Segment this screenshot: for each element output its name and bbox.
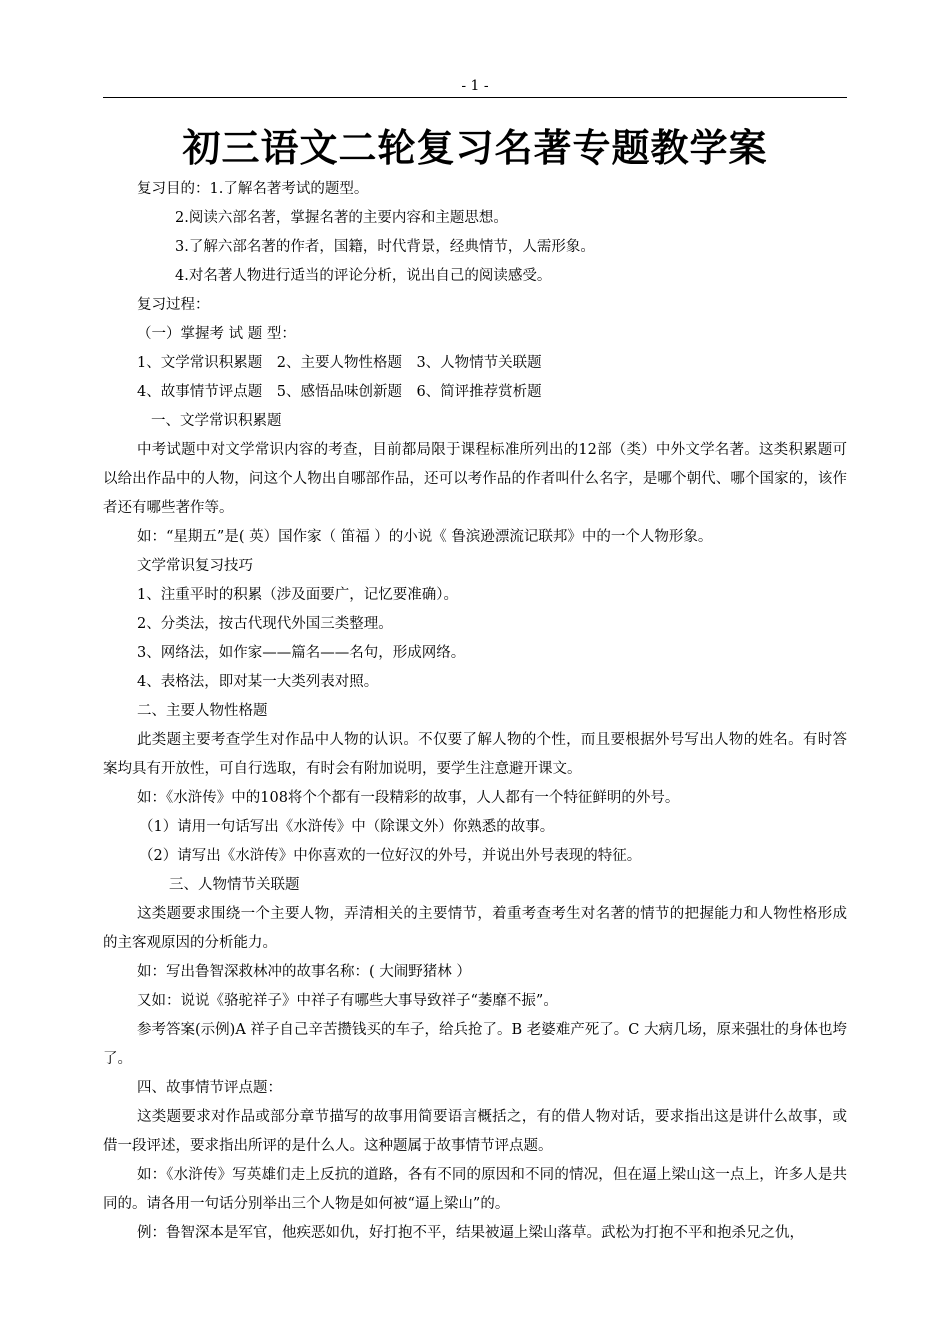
question-types-row-2: 4、故事情节评点题 5、感悟品味创新题 6、简评推荐赏析题 [137, 384, 542, 400]
objective-intro: 复习目的：1.了解名著考试的题型。 [137, 181, 369, 197]
tip-item: 2、分类法，按古代现代外国三类整理。 [137, 616, 393, 632]
objective-item-3: 3.了解六部名著的作者，国籍，时代背景，经典情节，人需形象。 [175, 239, 595, 255]
section-heading-2: 二、主要人物性格题 [137, 703, 268, 719]
paragraph: 这类题要求对作品或部分章节描写的故事用简要语言概括之，有的借人物对话，要求指出这是讲什么故事，或借一段评述，要求指出所评的是什么人。这种题属于故事情节评点题。 [103, 1109, 847, 1154]
paragraph: 此类题主要考查学生对作品中人物的认识。不仅要了解人物的个性，而且要根据外号写出人物的姓名。有时答案均具有开放性，可自行选取，有时会有附加说明，要学生注意避开课文。 [103, 732, 847, 777]
process-heading: 复习过程： [137, 297, 210, 313]
paragraph: 参考答案(示例)A 祥子自己辛苦攒钱买的车子，给兵抢了。B 老婆难产死了。C 大病几场，原来强壮的身体也垮了。 [103, 1022, 847, 1067]
example-line: 如：《水浒传》中的108将个个都有一段精彩的故事，人人都有一个特征鲜明的外号。 [137, 790, 680, 806]
example-line: 如：写出鲁智深救林冲的故事名称：( 大闹野猪林 ） [137, 964, 471, 980]
paragraph: 如：《水浒传》写英雄们走上反抗的道路，各有不同的原因和不同的情况，但在逼上梁山这一点上，许多人是共同的。请各用一句话分别举出三个人物是如何被“逼上梁山”的。 [103, 1167, 847, 1212]
document-title: 初三语文二轮复习名著专题教学案 [182, 126, 768, 170]
paragraph: 中考试题中对文学常识内容的考查，目前都局限于课程标准所列出的12部（类）中外文学名著。这类积累题可以给出作品中的人物，问这个人物出自哪部作品，还可以考作品的作者叫什么名字，是哪个朝代、哪个国家的，该作者还有哪些著作等。 [103, 442, 847, 516]
objective-item-4: 4.对名著人物进行适当的评论分析，说出自己的阅读感受。 [175, 268, 552, 284]
tip-item: 1、注重平时的积累（涉及面要广，记忆要准确）。 [137, 587, 458, 603]
question-types-row-1: 1、文学常识积累题 2、主要人物性格题 3、人物情节关联题 [137, 355, 542, 371]
document-body [103, 175, 847, 1248]
tip-item: 4、表格法，即对某一大类列表对照。 [137, 674, 379, 690]
tip-item: 3、网络法，如作家——篇名——名句，形成网络。 [137, 645, 466, 661]
header-rule [103, 97, 847, 98]
section-heading-4: 四、故事情节评点题： [137, 1080, 282, 1096]
section-heading-1: 一、文学常识积累题 [151, 413, 282, 429]
tips-heading: 文学常识复习技巧 [137, 558, 253, 574]
paragraph: 这类题要求围绕一个主要人物，弄清相关的主要情节，着重考查考生对名著的情节的把握能力和人物性格形成的主客观原因的分析能力。 [103, 906, 847, 951]
objective-item-2: 2.阅读六部名著，掌握名著的主要内容和主题思想。 [175, 210, 508, 226]
example-line: 如：“星期五”是( 英）国作家（ 笛福 ）的小说《 鲁滨逊漂流记联邦》中的一个人物形象。 [137, 529, 713, 545]
example-line: 又如：说说《骆驼祥子》中祥子有哪些大事导致祥子“萎靡不振”。 [137, 993, 558, 1009]
question-types-heading: （一）掌握考 试 题 型： [137, 326, 296, 342]
sub-question: （1）请用一句话写出《水浒传》中（除课文外）你熟悉的故事。 [139, 819, 555, 835]
paragraph: 例：鲁智深本是军官，他疾恶如仇，好打抱不平，结果被逼上梁山落草。武松为打抱不平和抱杀兄之仇， [137, 1225, 804, 1241]
sub-question: （2）请写出《水浒传》中你喜欢的一位好汉的外号，并说出外号表现的特征。 [139, 848, 642, 864]
page-number: - 1 - [461, 78, 489, 94]
section-heading-3: 三、人物情节关联题 [169, 877, 300, 893]
